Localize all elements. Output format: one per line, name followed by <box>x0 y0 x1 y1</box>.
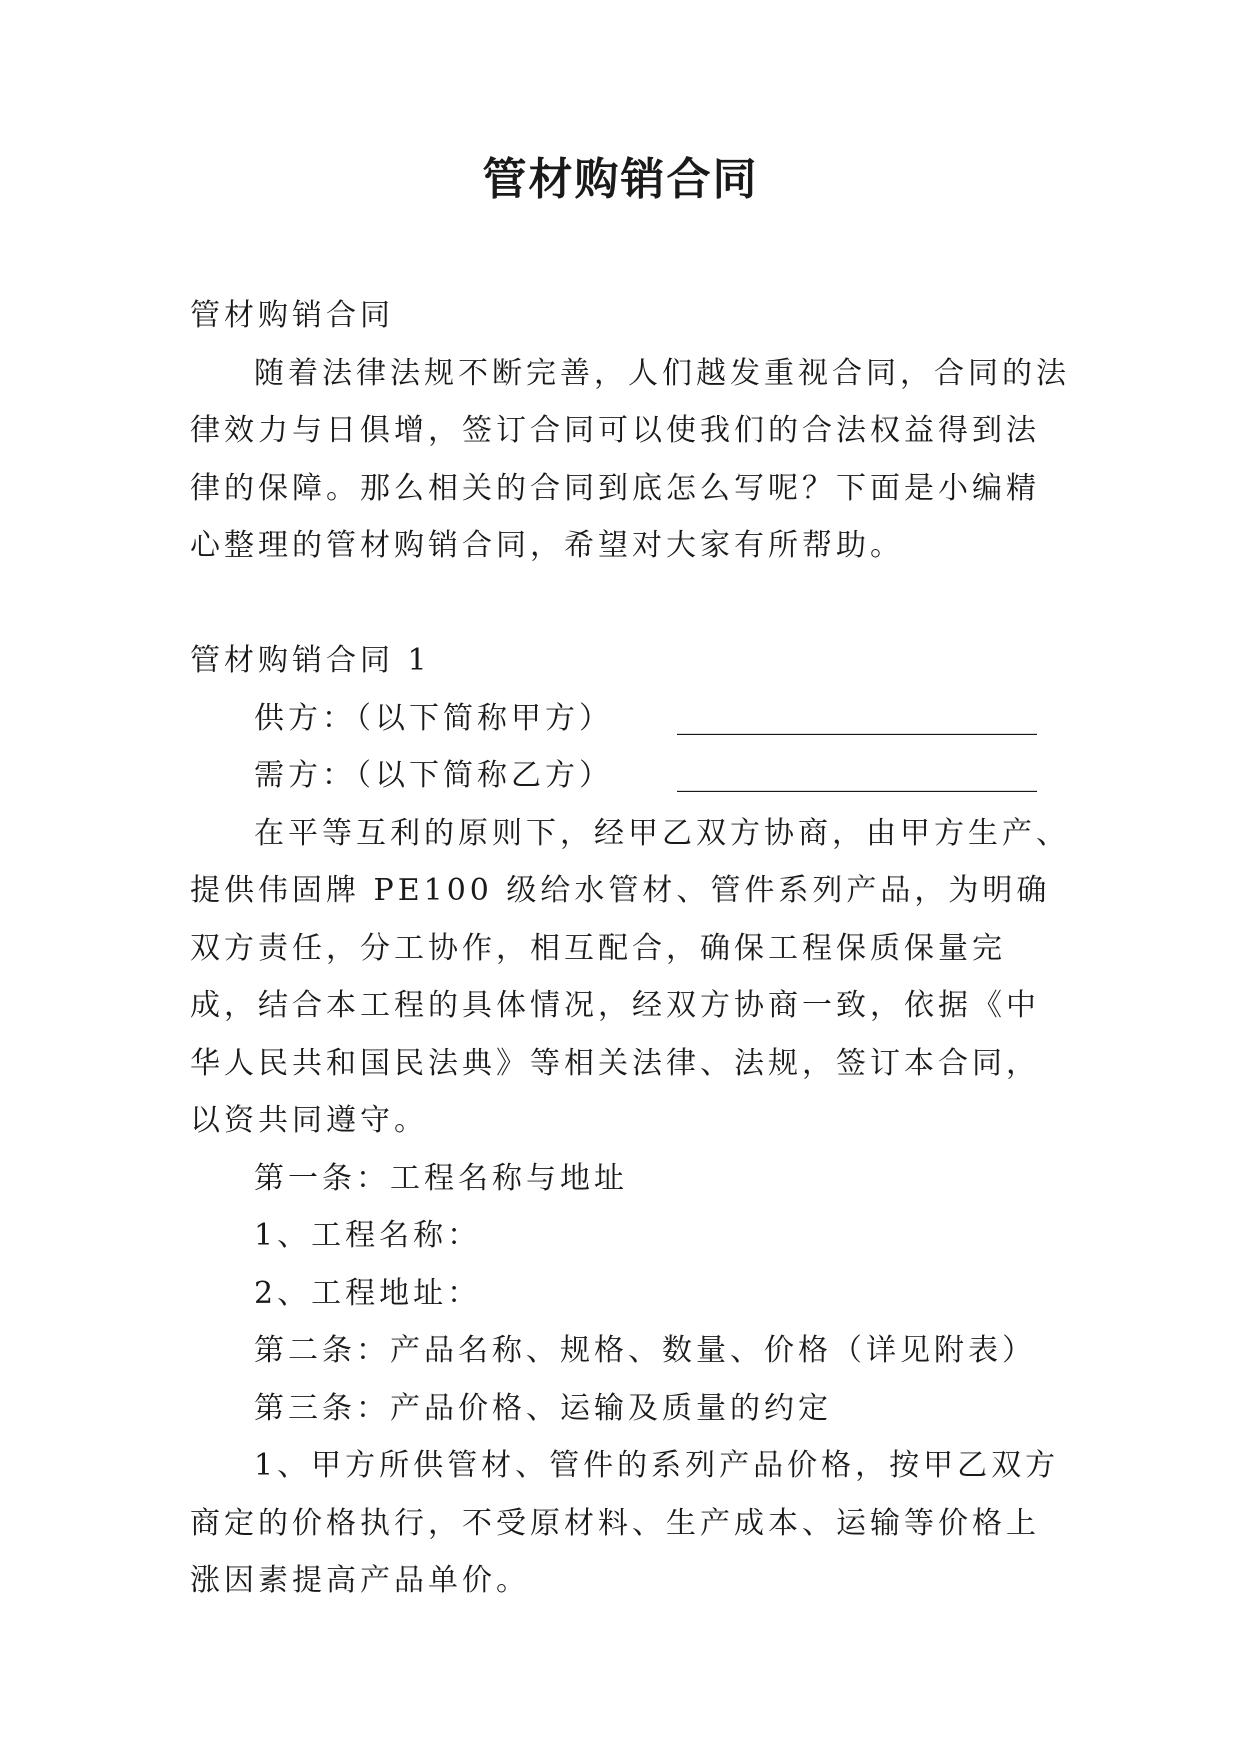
document-body <box>190 287 1070 1610</box>
article-1-item-1: 1、工程名称： <box>254 1218 482 1253</box>
article-3-heading: 第三条：产品价格、运输及质量的约定 <box>254 1390 832 1426</box>
preamble-paragraph: 在平等互利的原则下，经甲乙双方协商，由甲方生产、提供伟固牌 PE100 级给水管材、管件系列产品，为明确双方责任，分工协作，相互配合，确保工程保质保量完成，结合本工程的具体情况，经双方协商一致，依据《中华人民共和国民法典》等相关法律、法规，签订本合同，以资共同遵守。 <box>190 815 1070 1138</box>
contract-heading: 管材购销合同 1 <box>190 643 431 678</box>
supplier-blank: ________________________ <box>677 700 1037 736</box>
paragraph-gap <box>190 575 1070 633</box>
supplier-line <box>190 690 1070 748</box>
article-3-item-1: 1、甲方所供管材、管件的系列产品价格，按甲乙双方商定的价格执行，不受原材料、生产成本、运输等价格上涨因素提高产品单价。 <box>190 1448 1060 1598</box>
document-title: 管材购销合同 <box>482 154 759 205</box>
article-1-item-2: 2、工程地址： <box>254 1275 482 1311</box>
article-2-heading: 第二条：产品名称、规格、数量、价格（详见附表） <box>254 1333 1036 1368</box>
intro-paragraph: 随着法律法规不断完善，人们越发重视合同，合同的法律效力与日俱增，签订合同可以使我们的合法权益得到法律的保障。那么相关的合同到底怎么写呢？下面是小编精心整理的管材购销合同，希望对大家有所帮助。 <box>190 355 1070 563</box>
supplier-label: 供方：（以下简称甲方） <box>254 700 613 736</box>
article-1-heading: 第一条：工程名称与地址 <box>254 1160 628 1196</box>
buyer-blank: ________________________ <box>677 758 1037 793</box>
buyer-label: 需方：（以下简称乙方） <box>254 758 613 793</box>
section-heading: 管材购销合同 <box>190 298 394 333</box>
buyer-line <box>190 747 1070 805</box>
